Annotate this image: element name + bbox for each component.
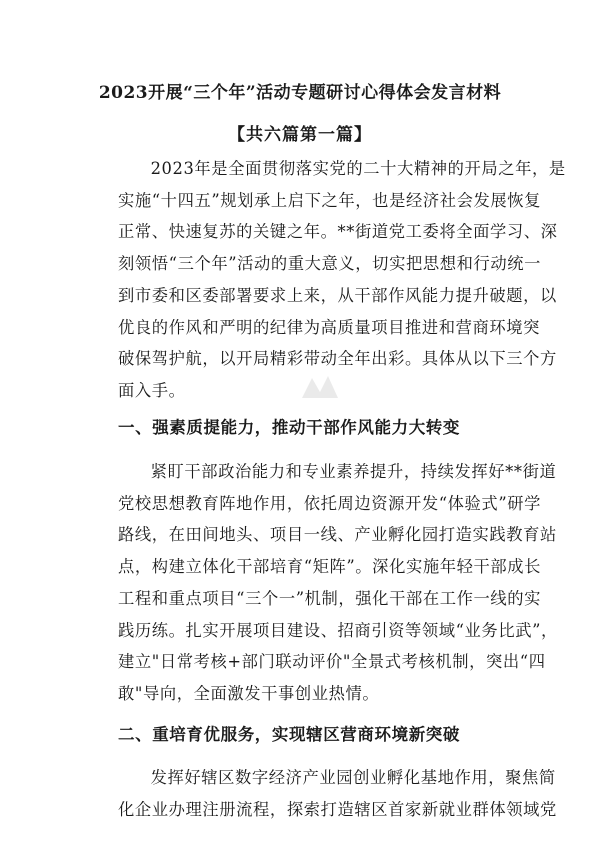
section-1-heading: 一、强素质提能力，推动干部作风能力大转变 — [118, 418, 460, 437]
paragraph-line: 2023年是全面贯彻落实党的二十大精神的开局之年，是 — [150, 159, 566, 178]
section-2-heading: 二、重培育优服务，实现辖区营商环境新突破 — [118, 725, 460, 744]
section-2-paragraph — [118, 762, 557, 825]
paragraph-line: 路线，在田间地头、项目一线、产业孵化园打造实践教育站 — [118, 525, 557, 545]
paragraph-line: 面入手。 — [118, 380, 186, 400]
paragraph-line: 工程和重点项目“三个一”机制，强化干部在工作一线的实 — [118, 588, 541, 608]
paragraph-line: 到市委和区委部署要求上来，从干部作风能力提升破题，以 — [118, 285, 557, 305]
section-1-paragraph — [118, 456, 558, 710]
document-subtitle: 【共六篇第一篇】 — [228, 125, 372, 145]
document-title: 2023开展“三个年”活动专题研讨心得体会发言材料 — [98, 83, 502, 103]
paragraph-line: 点，构建立体化干部培育“矩阵”。深化实施年轻干部成长 — [118, 557, 541, 577]
paragraph-line: 紧盯干部政治能力和专业素养提升，持续发挥好**街道 — [150, 462, 557, 481]
paragraph-line: 优良的作风和严明的纪律为高质量项目推进和营商环境突 — [118, 317, 541, 337]
paragraph-line: 践历练。扎实开展项目建设、招商引资等领域“业务比武”， — [118, 620, 558, 640]
paragraph-line: 敢"导向，全面激发干事创业热情。 — [118, 683, 380, 703]
paragraph-line: 破保驾护航，以开局精彩带动全年出彩。具体从以下三个方 — [118, 349, 557, 369]
paragraph-line: 化企业办理注册流程，探索打造辖区首家新就业群体领域党 — [118, 799, 557, 819]
paragraph-line: 建立"日常考核+部门联动评价"全景式考核机制，突出“四 — [118, 652, 546, 672]
watermark-icon — [298, 368, 342, 406]
paragraph-line: 发挥好辖区数字经济产业园创业孵化基地作用，聚焦简 — [150, 768, 556, 787]
paragraph-line: 正常、快速复苏的关键之年。**街道党工委将全面学习、深 — [118, 222, 558, 242]
paragraph-line: 党校思想教育阵地作用，依托周边资源开发“体验式”研学 — [118, 493, 541, 513]
paragraph-line: 实施“十四五”规划承上启下之年，也是经济社会发展恢复 — [118, 190, 541, 210]
paragraph-line: 刻领悟“三个年”活动的重大意义，切实把思想和行动统一 — [118, 254, 541, 274]
